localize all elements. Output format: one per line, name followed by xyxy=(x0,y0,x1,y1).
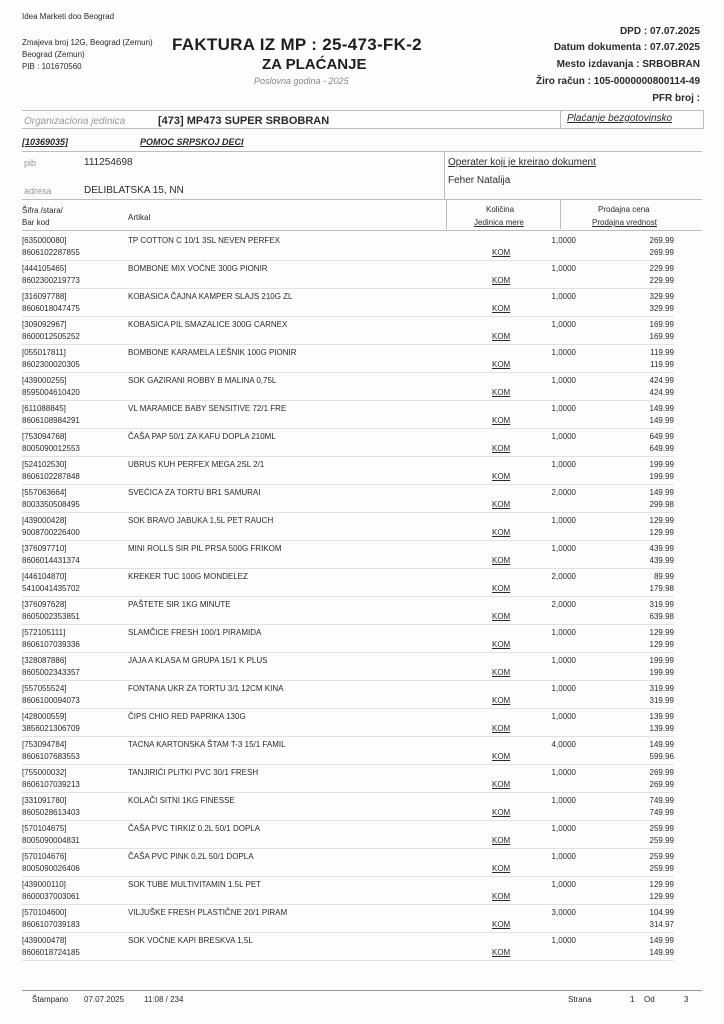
item-total: 329.99 xyxy=(649,304,674,313)
item-price: 139.99 xyxy=(649,712,674,721)
item-total: 649.99 xyxy=(649,444,674,453)
item-name: ČAŠA PVC TIRKIZ 0.2L 50/1 DOPLA xyxy=(128,824,261,833)
item-code: [570104600] xyxy=(22,908,67,917)
item-barcode: 8606107039336 xyxy=(22,640,80,649)
item-quantity: 1,0000 xyxy=(551,320,576,329)
item-unit: KOM xyxy=(492,640,511,649)
item-price: 229.99 xyxy=(649,264,674,273)
customer-address: DELIBLATSKA 15, NN xyxy=(84,185,184,196)
customer-code: [10369035] xyxy=(22,137,69,147)
item-code: [446104870] xyxy=(22,572,67,581)
item-unit: KOM xyxy=(492,668,511,677)
item-code: [570104676] xyxy=(22,852,67,861)
invoice-subtitle: ZA PLAĆANJE xyxy=(262,56,367,73)
item-unit: KOM xyxy=(492,612,511,621)
item-barcode: 9008700226400 xyxy=(22,528,80,537)
item-name: SOK TUBE MULTIVITAMIN 1.5L PET xyxy=(128,880,262,889)
item-quantity: 2,0000 xyxy=(551,572,576,581)
item-unit: KOM xyxy=(492,836,511,845)
printed-time: 11:08 / 234 xyxy=(144,995,184,1004)
item-code: [376097710] xyxy=(22,544,67,553)
item-name: SOK BRAVO JABUKA 1,5L PET RAUCH xyxy=(128,516,274,525)
pfr-number: PFR broj : xyxy=(652,93,700,104)
item-barcode: 8605002343357 xyxy=(22,668,80,677)
item-total: 129.99 xyxy=(649,528,674,537)
table-row xyxy=(22,428,674,456)
company-name: Idea Marketi doo Beograd xyxy=(22,12,115,21)
table-row xyxy=(22,932,674,960)
item-quantity: 3,0000 xyxy=(551,908,576,917)
item-price: 104.99 xyxy=(649,908,674,917)
item-barcode: 3856021306709 xyxy=(22,724,80,733)
item-total: 424.99 xyxy=(649,388,674,397)
item-quantity: 1,0000 xyxy=(551,656,576,665)
item-name: BOMBONE KARAMELA LEŠNIK 100G PIONIR xyxy=(128,348,297,357)
item-barcode: 8605002353851 xyxy=(22,612,80,621)
item-quantity: 2,0000 xyxy=(551,600,576,609)
table-row xyxy=(22,792,674,820)
item-code: [376097628] xyxy=(22,600,67,609)
item-unit: KOM xyxy=(492,248,511,257)
item-price: 89.99 xyxy=(653,572,674,581)
item-name: PAŠTETE SIR 1KG MINUTE xyxy=(128,600,231,609)
page-number: 1 xyxy=(630,995,635,1004)
item-total: 179.98 xyxy=(649,584,674,593)
page-label: Strana xyxy=(568,995,592,1004)
col-barkod: Bar kod xyxy=(22,218,50,227)
customer-pib: 111254698 xyxy=(84,157,133,168)
item-price: 149.99 xyxy=(649,740,674,749)
item-code: [524102530] xyxy=(22,460,67,469)
table-row xyxy=(22,652,674,680)
item-total: 199.99 xyxy=(649,668,674,677)
item-total: 319.99 xyxy=(649,696,674,705)
item-name: SOK VOĆNE KAPI BRESKVA 1,5L xyxy=(128,936,253,945)
item-code: [331091780] xyxy=(22,796,67,805)
item-total: 229.99 xyxy=(649,276,674,285)
item-name: MINI ROLLS SIR PIL PRSA 500G FRIKOM xyxy=(128,544,282,553)
footer-divider xyxy=(22,990,702,991)
item-code: [557063664] xyxy=(22,488,67,497)
item-name: VL MARAMICE BABY SENSITIVE 72/1 FRE xyxy=(128,404,287,413)
item-code: [316097788] xyxy=(22,292,67,301)
item-unit: KOM xyxy=(492,724,511,733)
item-code: [635000080] xyxy=(22,236,67,245)
item-name: ČAŠA PVC PINK 0.2L 50/1 DOPLA xyxy=(128,852,254,861)
table-row xyxy=(22,876,674,904)
divider xyxy=(446,199,447,229)
item-total: 169.99 xyxy=(649,332,674,341)
item-code: [753094784] xyxy=(22,740,67,749)
item-total: 149.99 xyxy=(649,416,674,425)
table-row xyxy=(22,904,674,932)
divider xyxy=(22,151,702,152)
item-unit: KOM xyxy=(492,948,511,957)
item-code: [328087886] xyxy=(22,656,67,665)
item-total: 269.99 xyxy=(649,780,674,789)
item-code: [755000032] xyxy=(22,768,67,777)
item-quantity: 1,0000 xyxy=(551,880,576,889)
item-name: KREKER TUC 100G MONDELEZ xyxy=(128,572,248,581)
item-name: UBRUS KUH PERFEX MEGA 2SL 2/1 xyxy=(128,460,265,469)
printed-label: Štampano xyxy=(32,995,69,1004)
item-name: BOMBONE MIX VOĆNE 300G PIONIR xyxy=(128,264,268,273)
item-barcode: 8606018047475 xyxy=(22,304,80,313)
item-barcode: 8005090026406 xyxy=(22,864,80,873)
operator-label: Operater koji je kreirao dokument xyxy=(448,157,596,168)
item-barcode: 8600037003061 xyxy=(22,892,80,901)
item-unit: KOM xyxy=(492,556,511,565)
payment-box xyxy=(560,110,704,129)
item-total: 259.99 xyxy=(649,864,674,873)
item-price: 129.99 xyxy=(649,628,674,637)
divider xyxy=(560,199,561,229)
item-code: [572105111] xyxy=(22,628,66,637)
operator-name: Feher Natalija xyxy=(448,175,511,186)
pib-label: pib xyxy=(24,158,37,168)
item-barcode: 8606014431374 xyxy=(22,556,80,565)
item-name: JAJA A KLASA M GRUPA 15/1 K PLUS xyxy=(128,656,268,665)
table-row xyxy=(22,680,674,708)
item-code: [444105465] xyxy=(22,264,67,273)
table-row xyxy=(22,568,674,596)
col-prodajna-vrednost: Prodajna vrednost xyxy=(592,218,657,227)
page-of-label: Od xyxy=(644,995,655,1004)
item-unit: KOM xyxy=(492,920,511,929)
item-name: KOBASICA ČAJNA KAMPER SLAJS 210G ZL xyxy=(128,292,293,301)
payment-method: Plaćanje bezgotovinsko xyxy=(567,113,673,124)
item-total: 129.99 xyxy=(649,640,674,649)
item-total: 439.99 xyxy=(649,556,674,565)
item-quantity: 1,0000 xyxy=(551,236,576,245)
item-quantity: 2,0000 xyxy=(551,488,576,497)
table-row xyxy=(22,596,674,624)
item-quantity: 1,0000 xyxy=(551,936,576,945)
item-barcode: 8606102287848 xyxy=(22,472,80,481)
item-quantity: 1,0000 xyxy=(551,712,576,721)
table-row xyxy=(22,512,674,540)
item-price: 149.99 xyxy=(649,404,674,413)
item-name: TP COTTON C 10/1 3SL NEVEN PERFEX xyxy=(128,236,280,245)
item-total: 299.98 xyxy=(649,500,674,509)
customer-name: POMOC SRPSKOJ DECI xyxy=(140,137,244,147)
item-barcode: 8606108984291 xyxy=(22,416,80,425)
item-name: KOLAČI SITNI 1KG FINESSE xyxy=(128,796,235,805)
item-unit: KOM xyxy=(492,892,511,901)
table-row xyxy=(22,820,674,848)
item-code: [570104675] xyxy=(22,824,67,833)
item-price: 749.99 xyxy=(649,796,674,805)
item-code: [309092967] xyxy=(22,320,67,329)
table-row xyxy=(22,400,674,428)
table-row xyxy=(22,232,674,260)
item-name: VILJUŠKE FRESH PLASTIČNE 20/1 PIRAM xyxy=(128,908,288,917)
item-name: ČAŠA PAP 50/1 ZA KAFU DOPLA 210ML xyxy=(128,432,276,441)
divider xyxy=(444,151,445,199)
item-price: 424.99 xyxy=(649,376,674,385)
item-code: [428000559] xyxy=(22,712,67,721)
col-prodajna-cena: Prodajna cena xyxy=(598,205,650,214)
item-quantity: 1,0000 xyxy=(551,404,576,413)
table-row xyxy=(22,288,674,316)
item-name: FONTANA UKR ZA TORTU 3/1 12CM KINA xyxy=(128,684,284,693)
item-name: KOBASICA PIL SMAZALICE 300G CARNEX xyxy=(128,320,288,329)
table-row xyxy=(22,736,674,764)
item-name: SOK GAZIRANI ROBBY B MALINA 0,75L xyxy=(128,376,277,385)
item-unit: KOM xyxy=(492,584,511,593)
item-price: 319.99 xyxy=(649,600,674,609)
item-quantity: 1,0000 xyxy=(551,432,576,441)
table-row xyxy=(22,708,674,736)
item-code: [439000428] xyxy=(22,516,67,525)
address-label: adresa xyxy=(24,186,52,196)
item-total: 599.96 xyxy=(649,752,674,761)
item-unit: KOM xyxy=(492,696,511,705)
item-barcode: 8005090012553 xyxy=(22,444,80,453)
company-pib: PIB : 101670560 xyxy=(22,62,82,71)
item-price: 199.99 xyxy=(649,460,674,469)
item-code: [439000110] xyxy=(22,880,66,889)
org-unit-value: [473] MP473 SUPER SRBOBRAN xyxy=(158,115,330,127)
item-quantity: 4,0000 xyxy=(551,740,576,749)
item-unit: KOM xyxy=(492,276,511,285)
item-unit: KOM xyxy=(492,304,511,313)
item-quantity: 1,0000 xyxy=(551,264,576,273)
page-total: 3 xyxy=(684,995,689,1004)
item-barcode: 5410041435702 xyxy=(22,584,80,593)
item-barcode: 8602300020305 xyxy=(22,360,80,369)
item-barcode: 8005090004831 xyxy=(22,836,80,845)
company-city: Beograd (Zemun) xyxy=(22,50,85,59)
item-unit: KOM xyxy=(492,780,511,789)
bank-account: Žiro račun : 105-0000000800114-49 xyxy=(536,76,700,87)
item-total: 199.99 xyxy=(649,472,674,481)
item-barcode: 8003350508495 xyxy=(22,500,80,509)
item-total: 749.99 xyxy=(649,808,674,817)
table-row xyxy=(22,484,674,512)
item-barcode: 8606107683553 xyxy=(22,752,80,761)
item-code: [439000255] xyxy=(22,376,67,385)
item-barcode: 8595004610420 xyxy=(22,388,80,397)
item-unit: KOM xyxy=(492,864,511,873)
item-quantity: 1,0000 xyxy=(551,544,576,553)
item-price: 169.99 xyxy=(649,320,674,329)
item-total: 129.99 xyxy=(649,892,674,901)
col-artikal: Artikal xyxy=(128,213,151,222)
org-unit-label: Organizaciona jedinica xyxy=(24,116,126,127)
item-name: TACNA KARTONSKA ŠTAM T-3 15/1 FAMIL xyxy=(128,740,286,749)
divider xyxy=(22,230,702,231)
item-quantity: 1,0000 xyxy=(551,684,576,693)
item-price: 269.99 xyxy=(649,768,674,777)
col-sifra: Šifra /stara/ xyxy=(22,206,63,215)
item-price: 259.99 xyxy=(649,852,674,861)
item-price: 129.99 xyxy=(649,880,674,889)
item-total: 149.99 xyxy=(649,948,674,957)
table-row xyxy=(22,456,674,484)
item-price: 319.99 xyxy=(649,684,674,693)
item-barcode: 8606100094073 xyxy=(22,696,80,705)
item-unit: KOM xyxy=(492,500,511,509)
item-unit: KOM xyxy=(492,528,511,537)
item-quantity: 1,0000 xyxy=(551,460,576,469)
invoice-title: FAKTURA IZ MP : 25-473-FK-2 xyxy=(172,35,422,54)
item-quantity: 1,0000 xyxy=(551,348,576,357)
item-code: [753094768] xyxy=(22,432,67,441)
item-quantity: 1,0000 xyxy=(551,768,576,777)
item-quantity: 1,0000 xyxy=(551,516,576,525)
item-barcode: 8606107039213 xyxy=(22,780,80,789)
table-row xyxy=(22,848,674,876)
item-price: 439.99 xyxy=(649,544,674,553)
item-unit: KOM xyxy=(492,360,511,369)
item-total: 269.99 xyxy=(649,248,674,257)
dpd-date: DPD : 07.07.2025 xyxy=(619,26,700,37)
item-barcode: 8600012505252 xyxy=(22,332,80,341)
item-quantity: 1,0000 xyxy=(551,824,576,833)
item-price: 259.99 xyxy=(649,824,674,833)
item-price: 649.99 xyxy=(649,432,674,441)
item-code: [055017811] xyxy=(22,348,66,357)
table-row xyxy=(22,316,674,344)
item-barcode: 8605028613403 xyxy=(22,808,80,817)
table-row xyxy=(22,624,674,652)
item-barcode: 8606107039183 xyxy=(22,920,80,929)
item-barcode: 8606102287855 xyxy=(22,248,80,257)
item-code: [557055524] xyxy=(22,684,67,693)
item-price: 149.99 xyxy=(649,936,674,945)
item-name: SLAMČICE FRESH 100/1 PIRAMIDA xyxy=(128,628,262,637)
item-barcode: 8606018724185 xyxy=(22,948,80,957)
item-name: TANJIRIĆI PLITKI PVC 30/1 FRESH xyxy=(128,768,259,777)
issue-place: Mesto izdavanja : SRBOBRAN xyxy=(556,59,700,70)
col-kolicina: Količina xyxy=(486,205,515,214)
item-unit: KOM xyxy=(492,332,511,341)
item-quantity: 1,0000 xyxy=(551,796,576,805)
item-unit: KOM xyxy=(492,752,511,761)
item-name: SVEĆICA ZA TORTU BR1 SAMURAI xyxy=(128,488,261,497)
table-row xyxy=(22,764,674,792)
item-price: 199.99 xyxy=(649,656,674,665)
divider xyxy=(22,199,702,200)
item-code: [439000478] xyxy=(22,936,67,945)
item-unit: KOM xyxy=(492,472,511,481)
item-code: [611088845] xyxy=(22,404,66,413)
item-price: 269.99 xyxy=(649,236,674,245)
table-row xyxy=(22,372,674,400)
item-total: 119.99 xyxy=(650,360,674,369)
document-date: Datum dokumenta : 07.07.2025 xyxy=(553,42,700,53)
item-total: 139.99 xyxy=(649,724,674,733)
item-total: 639.98 xyxy=(649,612,674,621)
fiscal-year: Poslovna godina - 2025 xyxy=(254,76,349,86)
item-price: 129.99 xyxy=(649,516,674,525)
item-unit: KOM xyxy=(492,416,511,425)
item-quantity: 1,0000 xyxy=(551,852,576,861)
item-unit: KOM xyxy=(492,388,511,397)
item-unit: KOM xyxy=(492,808,511,817)
item-price: 149.99 xyxy=(649,488,674,497)
item-total: 314.97 xyxy=(649,920,674,929)
item-price: 119.99 xyxy=(650,348,674,357)
item-price: 329.99 xyxy=(649,292,674,301)
company-address: Zmajeva broj 12G, Beograd (Zemun) xyxy=(22,38,153,47)
row-divider xyxy=(22,960,674,961)
table-row xyxy=(22,260,674,288)
printed-date: 07.07.2025 xyxy=(84,995,125,1004)
table-row xyxy=(22,344,674,372)
item-quantity: 1,0000 xyxy=(551,376,576,385)
item-quantity: 1,0000 xyxy=(551,628,576,637)
item-quantity: 1,0000 xyxy=(551,292,576,301)
item-total: 259.99 xyxy=(649,836,674,845)
item-unit: KOM xyxy=(492,444,511,453)
item-barcode: 8602300219773 xyxy=(22,276,80,285)
table-row xyxy=(22,540,674,568)
item-name: ČIPS CHIO RED PAPRIKA 130G xyxy=(128,712,246,721)
col-jedinica: Jedinica mere xyxy=(474,218,524,227)
divider xyxy=(22,128,560,129)
